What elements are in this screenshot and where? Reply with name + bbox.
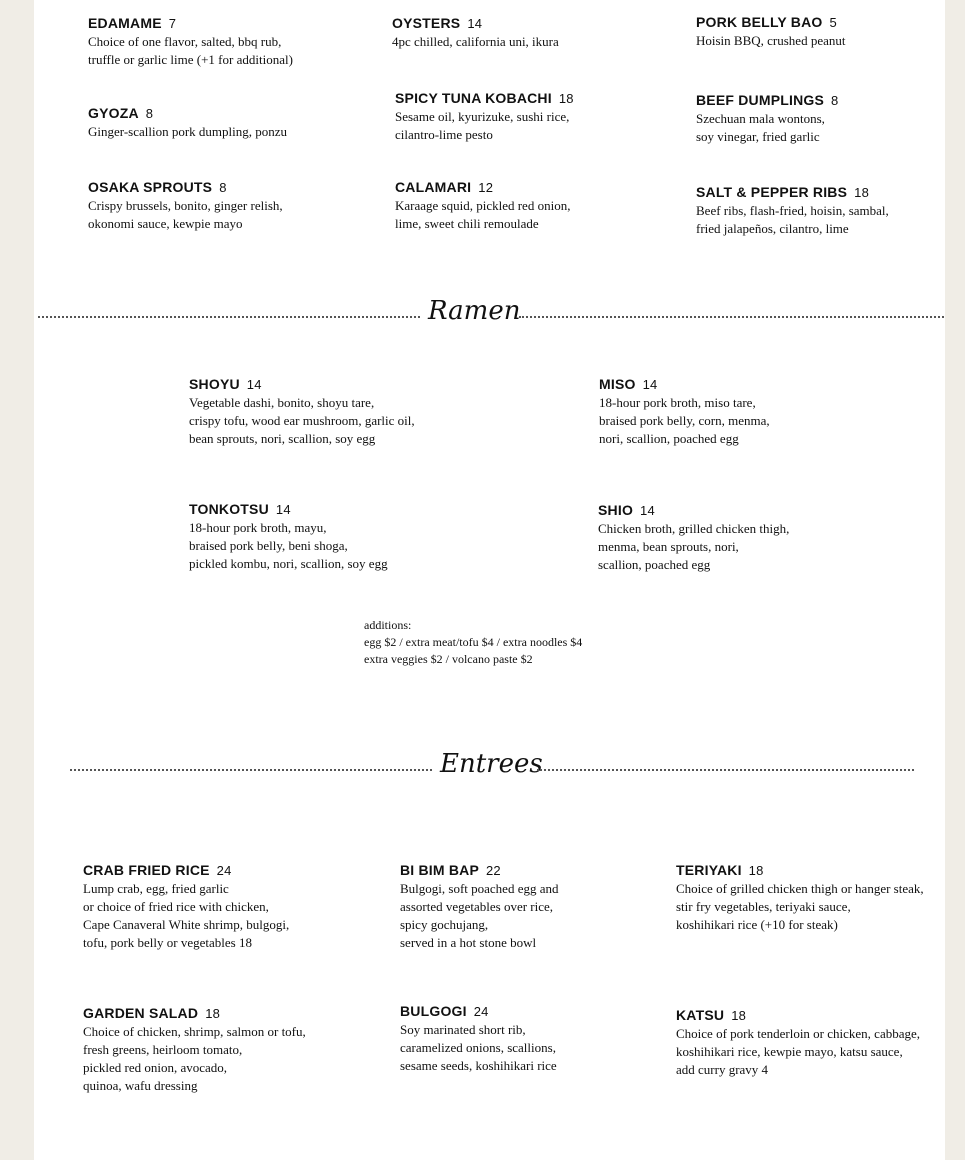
item-desc-line: Karaage squid, pickled red onion, — [395, 198, 571, 213]
item-price: 18 — [854, 185, 870, 200]
item-title — [392, 14, 559, 33]
menu-item-pork-belly-bao — [696, 13, 845, 50]
item-desc-line: Bulgogi, soft poached egg and — [400, 881, 559, 896]
dotted-rule-right — [537, 769, 914, 771]
item-title — [395, 89, 574, 108]
item-title — [88, 104, 287, 123]
menu-item-miso — [599, 375, 770, 448]
item-desc-line: Crispy brussels, bonito, ginger relish, — [88, 198, 283, 213]
item-price: 8 — [831, 93, 839, 108]
item-price: 22 — [486, 863, 501, 878]
item-desc-line: cilantro-lime pesto — [395, 127, 493, 142]
item-name: BEEF DUMPLINGS — [696, 92, 825, 108]
menu-item-shoyu — [189, 375, 415, 448]
item-price: 18 — [748, 863, 764, 878]
menu-item-garden-salad — [83, 1004, 306, 1095]
item-desc-line: koshihikari rice, kewpie mayo, katsu sauce, — [676, 1044, 903, 1059]
item-desc-line: 18-hour pork broth, miso tare, — [599, 395, 756, 410]
item-desc-line: koshihikari rice (+10 for steak) — [676, 917, 838, 932]
item-desc-line: spicy gochujang, — [400, 917, 489, 932]
item-price: 8 — [219, 180, 227, 195]
item-desc-line: Sesame oil, kyurizuke, sushi rice, — [395, 109, 570, 124]
item-price: 12 — [478, 180, 494, 195]
item-desc-line: caramelized onions, scallions, — [400, 1040, 556, 1055]
additions-line: extra veggies $2 / volcano paste $2 — [364, 652, 533, 666]
item-title — [88, 178, 283, 197]
menu-item-salt-pepper-ribs — [696, 183, 889, 238]
item-desc-line: truffle or garlic lime (+1 for additional) — [88, 52, 293, 67]
item-desc-line: okonomi sauce, kewpie mayo — [88, 216, 243, 231]
item-desc-line: or choice of fried rice with chicken, — [83, 899, 269, 914]
item-name: GARDEN SALAD — [83, 1005, 199, 1021]
item-desc-line: lime, sweet chili remoulade — [395, 216, 539, 231]
item-desc-line: Chicken broth, grilled chicken thigh, — [598, 521, 790, 536]
item-desc-line: braised pork belly, beni shoga, — [189, 538, 348, 553]
menu-item-spicy-tuna-kobachi — [395, 89, 574, 144]
dotted-rule-right — [519, 316, 944, 318]
item-desc-line: tofu, pork belly or vegetables 18 — [83, 935, 252, 950]
item-name: TERIYAKI — [676, 862, 742, 878]
item-title — [189, 375, 415, 394]
item-name: SHIO — [598, 502, 634, 518]
menu-item-gyoza — [88, 104, 287, 141]
item-price: 8 — [145, 106, 154, 121]
item-name: KATSU — [676, 1007, 725, 1023]
item-desc-line: Choice of grilled chicken thigh or hanger steak, — [676, 881, 924, 896]
dotted-rule-left — [70, 769, 432, 771]
menu-item-crab-fried-rice — [83, 861, 289, 952]
menu-item-bulgogi — [400, 1002, 557, 1075]
item-name: SHOYU — [189, 376, 240, 392]
item-desc-line: Hoisin BBQ, crushed peanut — [696, 33, 846, 48]
item-title — [696, 183, 889, 202]
item-title — [676, 1006, 920, 1025]
item-desc-line: Vegetable dashi, bonito, shoyu tare, — [189, 395, 375, 410]
item-price: 24 — [216, 863, 232, 878]
item-name: MISO — [599, 376, 636, 392]
item-name: BULGOGI — [400, 1003, 467, 1019]
menu-item-edamame — [88, 14, 293, 69]
item-title — [395, 178, 570, 197]
item-name: PORK BELLY BAO — [696, 14, 823, 30]
ramen-additions — [364, 617, 582, 668]
item-price: 14 — [642, 377, 658, 392]
item-name: CRAB FRIED RICE — [83, 862, 210, 878]
item-name: OYSTERS — [392, 15, 461, 31]
item-price: 7 — [168, 16, 177, 31]
ramen-section-divider — [38, 294, 944, 334]
item-desc-line: Choice of pork tenderloin or chicken, cabbage, — [676, 1026, 921, 1041]
menu-item-beef-dumplings — [696, 91, 838, 146]
menu-item-bi-bim-bap — [400, 861, 559, 952]
item-title — [83, 1004, 306, 1023]
item-desc-line: 18-hour pork broth, mayu, — [189, 520, 327, 535]
item-desc-line: bean sprouts, nori, scallion, soy egg — [189, 431, 376, 446]
item-desc-line: Ginger-scallion pork dumpling, ponzu — [88, 124, 288, 139]
item-desc-line: fresh greens, heirloom tomato, — [83, 1042, 243, 1057]
item-name: GYOZA — [88, 105, 139, 121]
item-price: 14 — [640, 503, 655, 518]
item-desc-line: Cape Canaveral White shrimp, bulgogi, — [83, 917, 290, 932]
item-desc-line: crispy tofu, wood ear mushroom, garlic oil, — [189, 413, 415, 428]
item-name: TONKOTSU — [189, 501, 269, 517]
item-desc-line: stir fry vegetables, teriyaki sauce, — [676, 899, 851, 914]
item-title — [696, 91, 838, 110]
item-name: SPICY TUNA KOBACHI — [395, 90, 552, 106]
item-price: 14 — [275, 502, 291, 517]
menu-item-tonkotsu — [189, 500, 388, 573]
item-desc-line: Lump crab, egg, fried garlic — [83, 881, 229, 896]
item-desc-line: pickled red onion, avocado, — [83, 1060, 228, 1075]
menu-page — [34, 0, 945, 1160]
menu-item-calamari — [395, 178, 570, 233]
item-desc-line: Soy marinated short rib, — [400, 1022, 526, 1037]
item-price: 14 — [246, 377, 262, 392]
menu-item-teriyaki — [676, 861, 924, 934]
item-title — [189, 500, 388, 519]
item-desc-line: quinoa, wafu dressing — [83, 1078, 198, 1093]
item-desc-line: served in a hot stone bowl — [400, 935, 537, 950]
item-price: 14 — [467, 16, 483, 31]
item-price: 5 — [829, 15, 837, 30]
item-desc-line: sesame seeds, koshihikari rice — [400, 1058, 557, 1073]
item-title — [400, 861, 559, 880]
item-desc-line: menma, bean sprouts, nori, — [598, 539, 739, 554]
item-desc-line: fried jalapeños, cilantro, lime — [696, 221, 849, 236]
entrees-heading: Entrees — [440, 749, 543, 779]
item-desc-line: scallion, poached egg — [598, 557, 711, 572]
item-desc-line: Beef ribs, flash-fried, hoisin, sambal, — [696, 203, 889, 218]
item-price: 24 — [473, 1004, 489, 1019]
item-name: BI BIM BAP — [400, 862, 479, 878]
item-desc-line: Choice of chicken, shrimp, salmon or tofu, — [83, 1024, 306, 1039]
menu-item-shio — [598, 501, 789, 574]
item-name: SALT & PEPPER RIBS — [696, 184, 848, 200]
item-title — [696, 13, 845, 32]
item-price: 18 — [205, 1006, 221, 1021]
item-desc-line: nori, scallion, poached egg — [599, 431, 739, 446]
menu-item-oysters — [392, 14, 559, 51]
item-title — [676, 861, 924, 880]
item-name: CALAMARI — [395, 179, 472, 195]
item-desc-line: Szechuan mala wontons, — [696, 111, 825, 126]
item-desc-line: 4pc chilled, california uni, ikura — [392, 34, 559, 49]
menu-item-osaka-sprouts — [88, 178, 283, 233]
item-desc-line: Choice of one flavor, salted, bbq rub, — [88, 34, 282, 49]
item-title — [88, 14, 293, 33]
item-desc-line: braised pork belly, corn, menma, — [599, 413, 770, 428]
item-price: 18 — [558, 91, 574, 106]
dotted-rule-left — [38, 316, 420, 318]
item-title — [400, 1002, 557, 1021]
menu-item-katsu — [676, 1006, 920, 1079]
item-title — [598, 501, 789, 520]
item-title — [599, 375, 770, 394]
item-name: OSAKA SPROUTS — [88, 179, 213, 195]
ramen-heading: Ramen — [428, 296, 521, 326]
additions-label: additions: — [364, 618, 412, 632]
item-desc-line: soy vinegar, fried garlic — [696, 129, 820, 144]
item-desc-line: add curry gravy 4 — [676, 1062, 769, 1077]
item-price: 18 — [731, 1008, 747, 1023]
item-desc-line: assorted vegetables over rice, — [400, 899, 554, 914]
item-title — [83, 861, 289, 880]
item-desc-line: pickled kombu, nori, scallion, soy egg — [189, 556, 388, 571]
entrees-section-divider — [70, 747, 914, 787]
additions-line: egg $2 / extra meat/tofu $4 / extra noodles $4 — [364, 635, 583, 649]
item-name: EDAMAME — [88, 15, 162, 31]
